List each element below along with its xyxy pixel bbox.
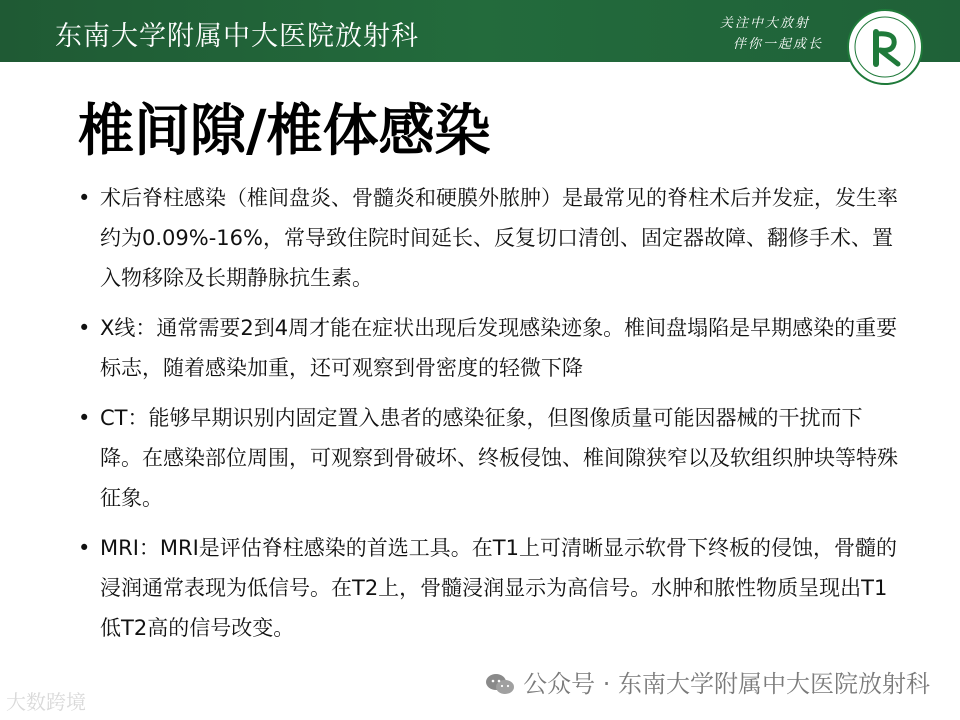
- bullet-text: X线：通常需要2到4周才能在症状出现后发现感染迹象。椎间盘塌陷是早期感染的重要标志，随着感染加重，还可观察到骨密度的轻微下降: [100, 316, 898, 380]
- corner-mark: 大数跨境: [6, 690, 86, 714]
- bullet-text: 术后脊柱感染（椎间盘炎、骨髓炎和硬膜外脓肿）是最常见的脊柱术后并发症，发生率约为0.09%-16%，常导致住院时间延长、反复切口清创、固定器故障、翻修手术、置入物移除及长期静脉抗生素。: [100, 186, 898, 290]
- header-title: 东南大学附属中大医院放射科: [55, 21, 419, 52]
- bullet-text: CT：能够早期识别内固定置入患者的感染征象，但图像质量可能因器械的干扰而下降。在感染部位周围，可观察到骨破坏、终板侵蚀、椎间隙狭窄以及软组织肿块等特殊征象。: [100, 406, 898, 510]
- wechat-watermark: [485, 664, 930, 699]
- wechat-icon: [485, 673, 515, 695]
- slogan-line1: 关注中大放射: [720, 16, 811, 31]
- list-item: [78, 398, 898, 518]
- bullet-text: MRI：MRI是评估脊柱感染的首选工具。在T1上可清晰显示软骨下终板的侵蚀，骨髓的浸润通常表现为低信号。在T2上，骨髓浸润显示为高信号。水肿和脓性物质呈现出T1低T2高的信号改变。: [100, 536, 897, 640]
- slogan-line2: 伴你一起成长: [733, 37, 824, 52]
- hospital-logo-icon: [846, 8, 924, 86]
- bullet-dot-icon: •: [78, 536, 91, 560]
- header-bar: [0, 0, 960, 62]
- bullet-dot-icon: •: [78, 316, 91, 340]
- list-item: [78, 528, 898, 648]
- bullet-dot-icon: •: [78, 406, 91, 430]
- bullet-list: [78, 178, 898, 658]
- list-item: [78, 178, 898, 298]
- bullet-dot-icon: •: [78, 186, 91, 210]
- list-item: [78, 308, 898, 388]
- watermark-text: 公众号 · 东南大学附属中大医院放射科: [523, 670, 930, 698]
- slide-title: 椎间隙/椎体感染: [78, 99, 491, 164]
